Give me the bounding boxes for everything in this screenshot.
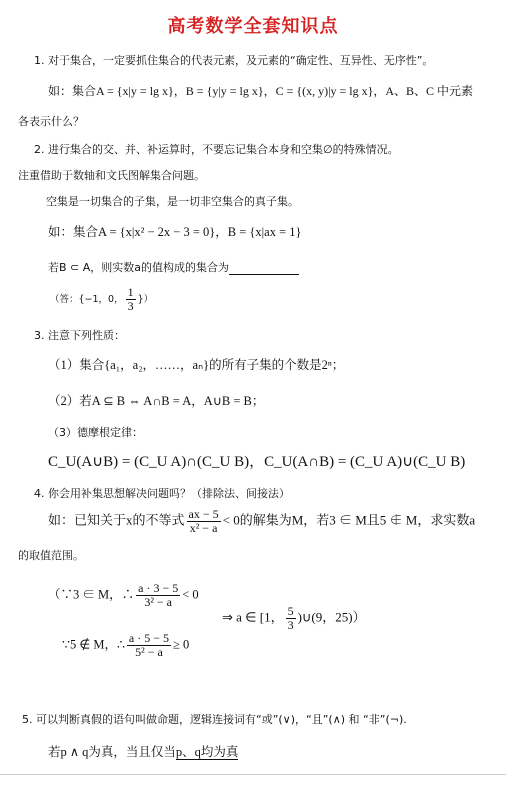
- item2-text: 2. 进行集合的交、并、补运算时，不要忘记集合本身和空集∅的特殊情况。: [34, 143, 399, 156]
- answer-fraction-num: 1: [127, 285, 134, 299]
- item2-text-3: 空集是一切集合的子集，是一切非空集合的真子集。: [46, 195, 299, 208]
- solution1-den: 3² − a: [144, 595, 173, 609]
- item5-line2: [48, 742, 238, 760]
- item2-example: 如：集合A = {x|x² − 2x − 3 = 0}，B = {x|ax = 1}: [48, 225, 302, 239]
- item4-example-prefix: 如：已知关于x的不等式: [48, 512, 185, 528]
- item3-property-3: （3）德摩根定律：: [48, 426, 143, 439]
- item2-text-2: 注重借助于数轴和文氏图解集合问题。: [18, 169, 205, 182]
- item3-property-2: （2）若A ⊆ B ⇔ A∩B = A，A∪B = B；: [48, 394, 265, 408]
- solution2-den: 5² − a: [135, 645, 163, 659]
- solution-line-1: [48, 582, 199, 609]
- answer-fraction: [126, 286, 136, 313]
- item2-question: [48, 259, 299, 275]
- item3-property-1: （1）集合{a₁，a₂，……，aₙ}的所有子集的个数是2ⁿ；: [48, 358, 345, 372]
- result-den: 3: [287, 618, 294, 632]
- item4-example-fraction: [187, 508, 221, 535]
- demorgan-formula: C_U(A∪B) = (C_U A)∩(C_U B)，C_U(A∩B) = (C_U A)∪(C_U B): [48, 454, 466, 470]
- item1-text: 1. 对于集合，一定要抓住集合的代表元素，及元素的“确定性、互异性、无序性”。: [34, 54, 434, 67]
- solution2-fraction: [127, 632, 171, 659]
- solution1-fraction: [136, 582, 180, 609]
- solution-result: [222, 605, 366, 632]
- item4-fraction-num: ax − 5: [188, 507, 219, 521]
- item4-example: [48, 508, 475, 535]
- solution2-suffix: ≥ 0: [173, 637, 190, 652]
- item4-heading: 4. 你会用补集思想解决问题吗？（排除法、间接法）: [34, 487, 290, 500]
- result-num: 5: [287, 604, 294, 618]
- solution1-prefix: （∵3 ∈ M，∴: [48, 587, 135, 602]
- page-bottom-edge: [0, 774, 506, 787]
- result-suffix: )∪(9，25)）: [297, 609, 366, 625]
- item2-question-text: 若B ⊂ A，则实数a的值构成的集合为: [48, 261, 230, 274]
- answer-blank: [229, 262, 299, 275]
- item1-question: 各表示什么？: [18, 115, 84, 128]
- item5-line2-prefix: 若p ∧ q为真，当且仅当: [48, 745, 176, 759]
- item5-underlined-phrase: p、q均为真: [175, 745, 239, 759]
- result-fraction: [286, 605, 296, 632]
- item4-example-line2: 的取值范围。: [18, 549, 84, 562]
- solution-line-2: [62, 632, 189, 659]
- answer-fraction-den: 3: [127, 299, 134, 313]
- document-title: 高考数学全套知识点: [167, 16, 339, 37]
- solution1-num: a · 3 − 5: [138, 581, 179, 595]
- solution2-num: a · 5 − 5: [128, 631, 170, 645]
- item3-heading: 3. 注意下列性质：: [34, 329, 125, 342]
- item4-example-suffix: < 0的解集为M，若3 ∈ M且5 ∉ M，求实数a: [222, 512, 476, 528]
- item1-example: 如：集合A = {x|y = lg x}，B = {y|y = lg x}，C = {(x, y)|y = lg x}，A、B、C 中元素: [48, 84, 474, 98]
- item5-text: 5. 可以判断真假的语句叫做命题，逻辑连接词有“或”(∨)，“且”(∧) 和 “非”(¬).: [22, 713, 407, 726]
- answer-suffix: }）: [137, 294, 154, 305]
- answer-prefix: （答：{−1，0，: [50, 294, 124, 305]
- result-prefix: ⇒ a ∈ [1，: [222, 609, 284, 625]
- solution1-suffix: < 0: [182, 587, 199, 602]
- item4-fraction-den: x² − a: [189, 521, 218, 535]
- item2-answer: [50, 286, 153, 313]
- solution2-prefix: ∵5 ∉ M，∴: [62, 637, 125, 652]
